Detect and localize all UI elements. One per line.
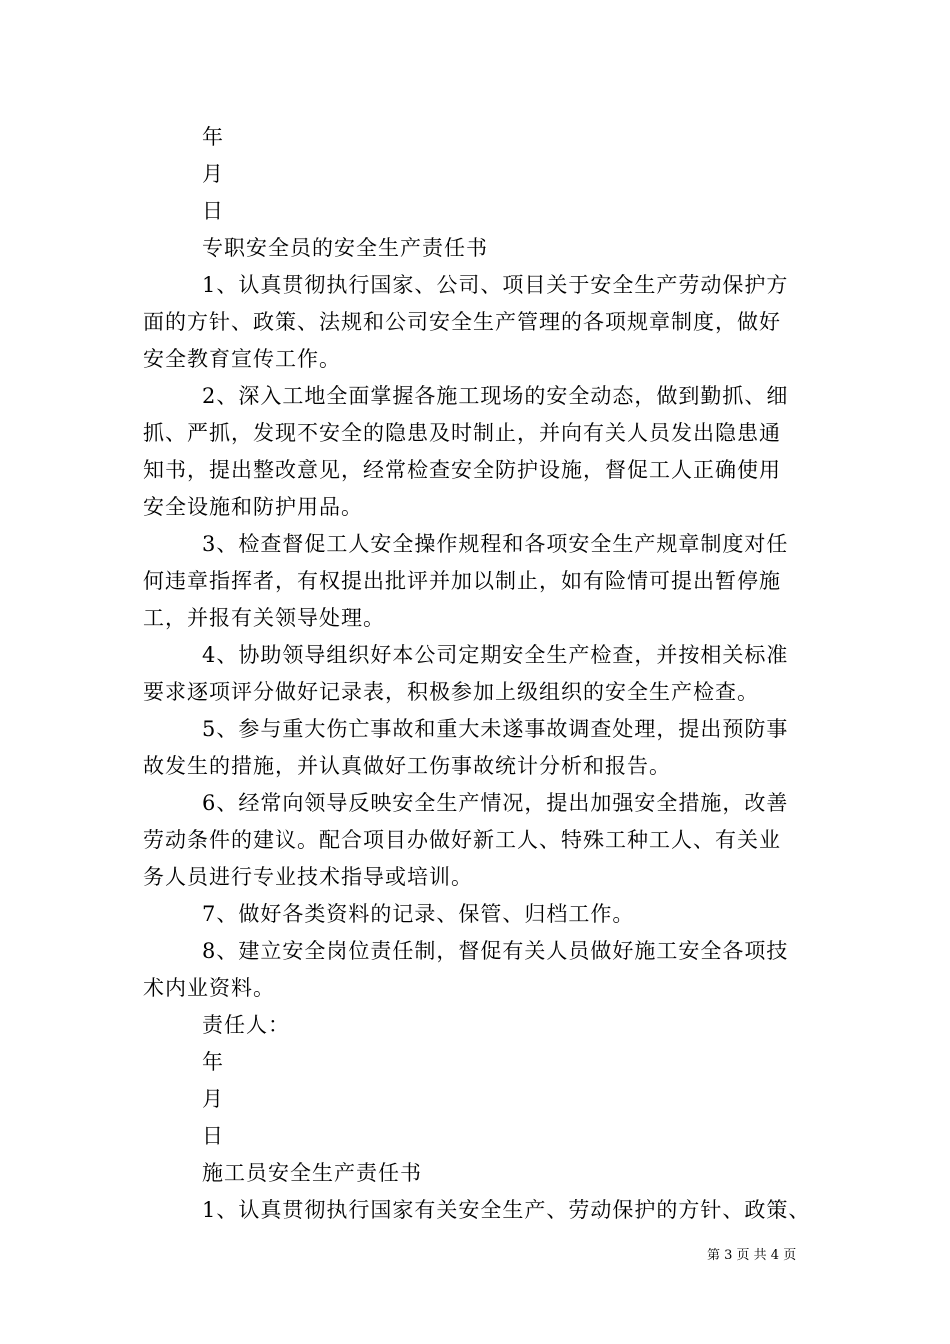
paragraph-line: 何违章指挥者，有权提出批评并加以制止，如有险情可提出暂停施 xyxy=(143,569,781,593)
paragraph-line: 要求逐项评分做好记录表，积极参加上级组织的安全生产检查。 xyxy=(143,680,759,704)
paragraph-line: 6、经常向领导反映安全生产情况，提出加强安全措施，改善 xyxy=(202,791,789,815)
date-year: 年 xyxy=(202,1050,224,1074)
date-month: 月 xyxy=(202,162,224,186)
paragraph-line: 3、检查督促工人安全操作规程和各项安全生产规章制度对任 xyxy=(202,532,789,556)
date-month: 月 xyxy=(202,1087,224,1111)
paragraph-line: 7、做好各类资料的记录、保管、归档工作。 xyxy=(202,902,635,926)
section-title: 施工员安全生产责任书 xyxy=(202,1161,422,1185)
paragraph-line: 抓、严抓，发现不安全的隐患及时制止，并向有关人员发出隐患通 xyxy=(143,421,781,445)
paragraph-line: 1、认真贯彻执行国家有关安全生产、劳动保护的方针、政策、 xyxy=(202,1198,811,1222)
date-day: 日 xyxy=(202,1124,224,1148)
paragraph-line: 安全教育宣传工作。 xyxy=(143,347,341,371)
signature-label: 责任人： xyxy=(202,1013,290,1037)
paragraph-line: 劳动条件的建议。配合项目办做好新工人、特殊工种工人、有关业 xyxy=(143,828,781,852)
section-title: 专职安全员的安全生产责任书 xyxy=(202,236,488,260)
page-number: 第 3 页 共 4 页 xyxy=(707,1248,797,1263)
paragraph-line: 安全设施和防护用品。 xyxy=(143,495,363,519)
paragraph-line: 知书，提出整改意见，经常检查安全防护设施，督促工人正确使用 xyxy=(143,458,781,482)
paragraph-line: 4、协助领导组织好本公司定期安全生产检查，并按相关标准 xyxy=(202,643,789,667)
paragraph-line: 工，并报有关领导处理。 xyxy=(143,606,385,630)
paragraph-line: 5、参与重大伤亡事故和重大未遂事故调查处理，提出预防事 xyxy=(202,717,789,741)
paragraph-line: 故发生的措施，并认真做好工伤事故统计分析和报告。 xyxy=(143,754,671,778)
paragraph-line: 8、建立安全岗位责任制，督促有关人员做好施工安全各项技 xyxy=(202,939,789,963)
paragraph-line: 面的方针、政策、法规和公司安全生产管理的各项规章制度，做好 xyxy=(143,310,781,334)
paragraph-line: 术内业资料。 xyxy=(143,976,275,1000)
paragraph-line: 2、深入工地全面掌握各施工现场的安全动态，做到勤抓、细 xyxy=(202,384,789,408)
date-year: 年 xyxy=(202,125,224,149)
paragraph-line: 务人员进行专业技术指导或培训。 xyxy=(143,865,473,889)
date-day: 日 xyxy=(202,199,224,223)
paragraph-line: 1、认真贯彻执行国家、公司、项目关于安全生产劳动保护方 xyxy=(202,273,789,297)
